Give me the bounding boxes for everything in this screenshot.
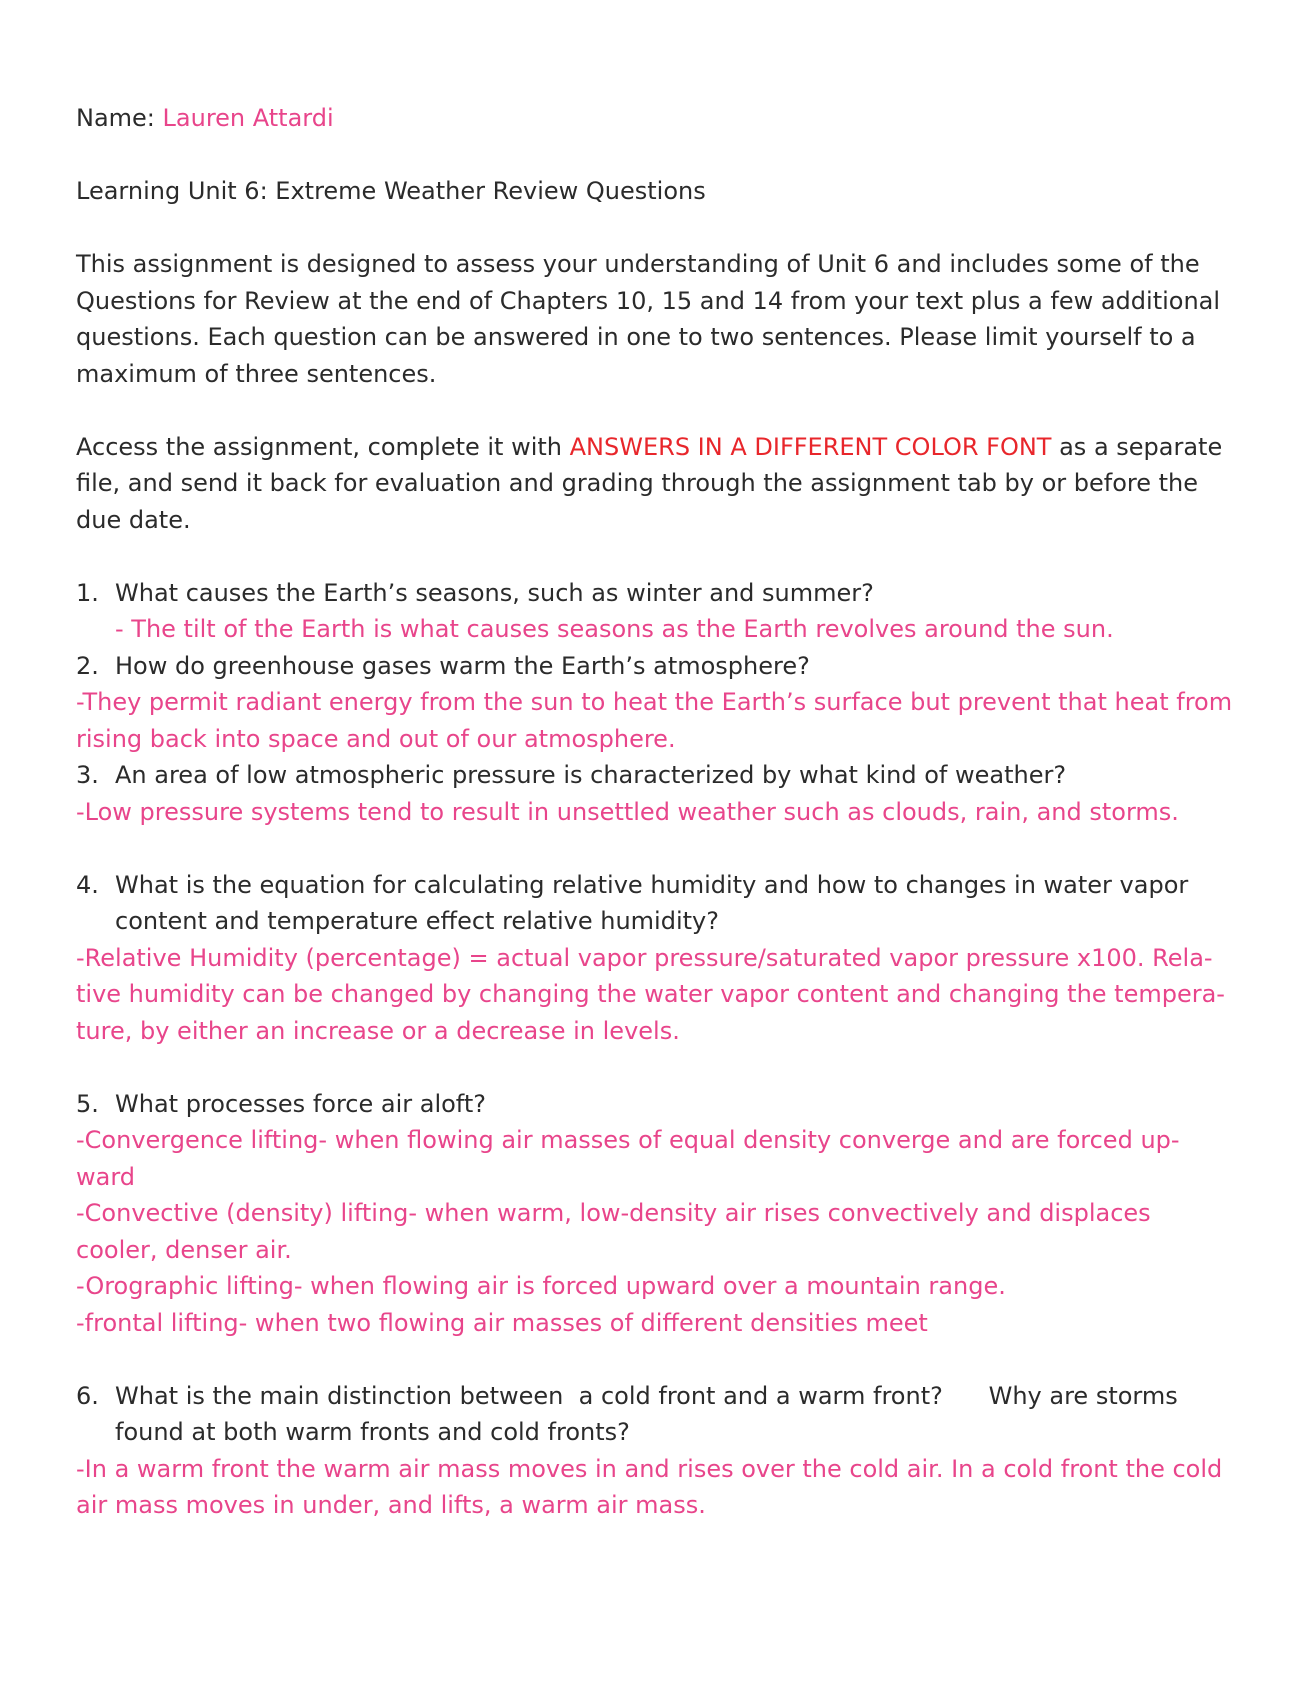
question-2 [76,648,1236,685]
question-1 [76,575,1236,612]
question-number: 6. [76,1381,99,1410]
intro-paragraph: This assignment is designed to assess your understanding of Unit 6 and includes some of the Questions for Review at the end of Chapters 10, 15 and 14 from your text plus a few additional questions. Each question can be answered in one to two sentences. Please limit yourself to a maximum of three sentences. [76,250,1221,388]
name-label: Name: [76,104,163,132]
question-3 [76,757,1236,794]
question-4 [76,867,1236,940]
question-number: 3. [76,761,99,789]
instructions-text-end: as a separate file, and send it back for evaluation and grading through the assignment tab by or before the due date. [76,432,1223,534]
answer-5-orographic: -Orographic lifting- when flowing air is forced upward over a mountain range. [76,1272,1006,1300]
question-text: An area of low atmospheric pressure is characterized by what kind of weather? [115,761,1067,789]
answer-1: - The tilt of the Earth is what causes seasons as the Earth revolves around the sun. [115,615,1114,643]
answer-3: -Low pressure systems tend to result in unsettled weather such as clouds, rain, and storms. [76,797,1179,826]
answer-2: -They permit radiant energy from the sun to heat the Earth’s surface but prevent that heat from rising back into space and out of our atmosphere. [76,688,1233,753]
answer-5-convergence: -Convergence lifting- when flowing air masses of equal density converge and are forced up-ward [76,1126,1180,1191]
question-number: 4. [76,870,99,899]
question-number: 2. [76,651,99,680]
question-number: 1. [76,578,99,607]
student-name: Lauren Attardi [162,104,334,132]
question-text: What causes the Earth’s seasons, such as winter and summer? [115,578,874,607]
question-text: What processes force air aloft? [115,1089,486,1118]
question-number: 5. [76,1089,99,1118]
document-title: Learning Unit 6: Extreme Weather Review Questions [76,177,706,205]
answer-4: -Relative Humidity (percentage) = actual vapor pressure/saturated vapor pressure x100. Rela-tive humidity can be changed by changing the water vapor content and changing the tempera-ture, by either an increase or a decrease in levels. [76,943,1225,1045]
question-text: What is the equation for calculating relative humidity and how to changes in water vapor content and temperature effect relative humidity? [115,870,1189,935]
question-text: What is the main distinction between a cold front and a warm front? Why are storms found at both warm fronts and cold fronts? [115,1381,1186,1446]
instructions-paragraph [76,429,1236,539]
answer-5-convective: -Convective (density) lifting- when warm, low-density air rises convectively and displaces cooler, denser air. [76,1199,1151,1264]
name-line [76,100,1236,137]
question-5 [76,1086,1236,1123]
document-page [76,100,1236,1524]
question-text: How do greenhouse gases warm the Earth’s atmosphere? [115,651,810,680]
answer-5-frontal: -frontal lifting- when two flowing air masses of different densities meet [76,1308,928,1337]
instructions-text-start: Access the assignment, complete it with [76,432,570,461]
instructions-highlight: ANSWERS IN A DIFFERENT COLOR FONT [569,432,1052,461]
answer-6: -In a warm front the warm air mass moves in and rises over the cold air. In a cold front the cold air mass moves in under, and lifts, a warm air mass. [76,1454,1223,1519]
question-6 [76,1378,1236,1451]
